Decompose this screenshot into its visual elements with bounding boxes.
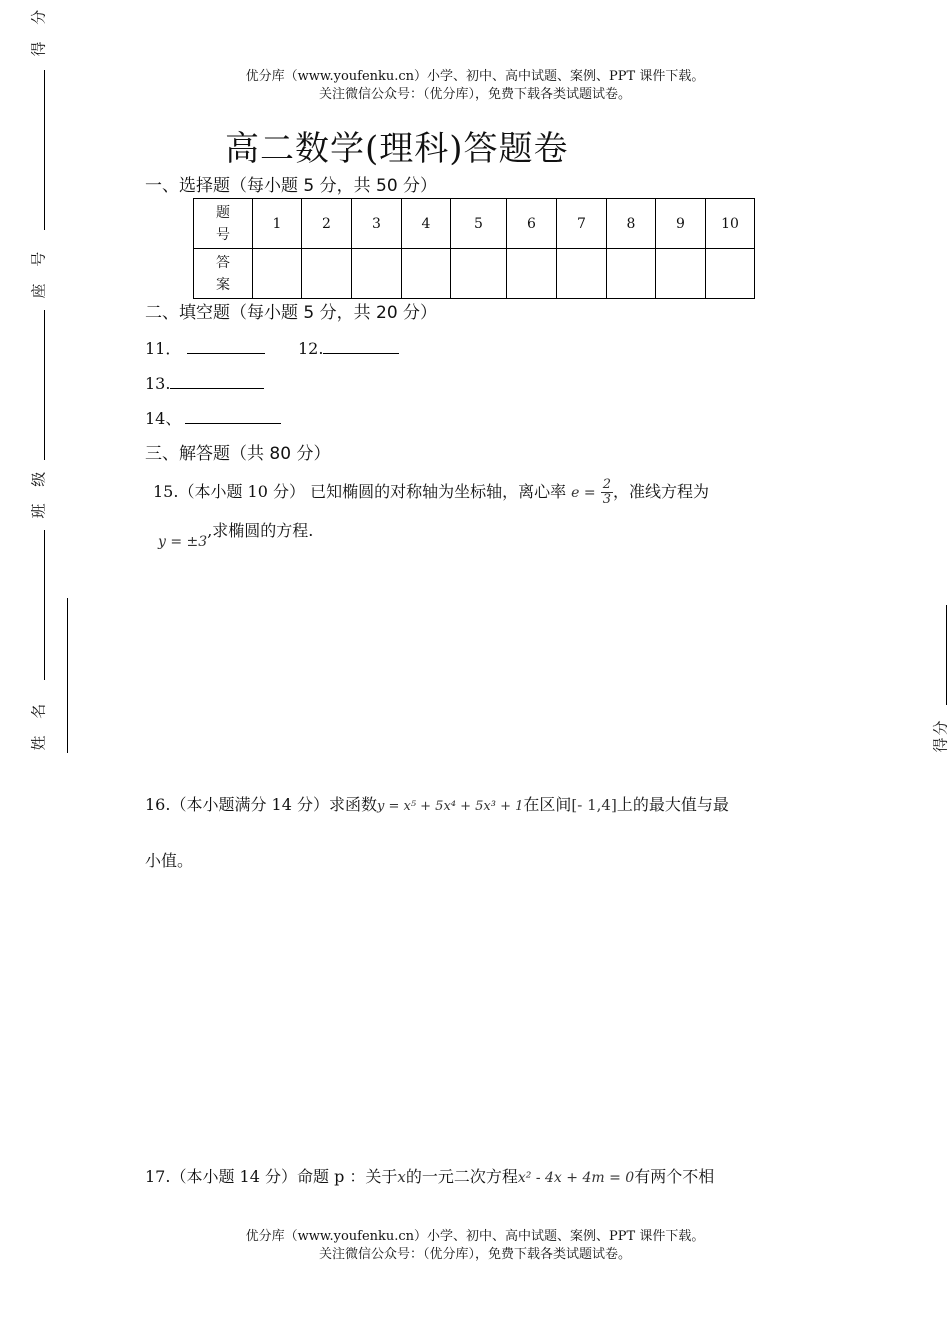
- row-label: [194, 199, 253, 249]
- q16-prefix: 16.（本小题满分 14 分）求函数: [145, 795, 377, 814]
- q15-e-label: e =: [571, 485, 596, 501]
- question-number: 7: [557, 199, 607, 249]
- section1-heading: 一、选择题（每小题 5 分，共 50 分）: [145, 176, 438, 196]
- margin-line: [44, 70, 45, 230]
- question-15-line2: [158, 520, 314, 550]
- q16-interval: [- 1,4]: [571, 796, 617, 814]
- margin-score-label: 得 分: [29, 3, 48, 57]
- section2-heading: 二、填空题（每小题 5 分，共 20 分）: [145, 303, 438, 323]
- answer-cell[interactable]: [557, 249, 607, 299]
- margin-right-line: [946, 605, 947, 705]
- q16-mid: 在区间: [523, 795, 572, 814]
- row-label: [194, 249, 253, 299]
- question-16-line2: 小值。: [145, 851, 194, 870]
- q11-label: 11．: [145, 339, 182, 358]
- margin-line: [67, 598, 68, 753]
- q15-suffix: ,求椭圆的方程.: [207, 521, 314, 540]
- margin-line: [44, 530, 45, 680]
- question-15-line1: [153, 478, 813, 507]
- label-char: 题: [216, 204, 230, 221]
- margin-class-label: 班 级: [29, 465, 48, 519]
- q15-middle: ，准线方程为: [613, 482, 710, 501]
- q16-func: y = x⁵ + 5x⁴ + 5x³ + 1: [376, 799, 524, 814]
- answer-cell[interactable]: [302, 249, 352, 299]
- margin-name-label: 姓 名: [29, 697, 48, 751]
- answer-cell[interactable]: [656, 249, 706, 299]
- q15-prefix: 15.（本小题 10 分） 已知椭圆的对称轴为坐标轴，离心率: [153, 482, 567, 501]
- question-number: 10: [706, 199, 755, 249]
- label-char: 案: [216, 276, 230, 293]
- fill-q14: [145, 408, 281, 430]
- q17-mid: 的一元二次方程: [405, 1167, 518, 1186]
- question-number: 1: [253, 199, 302, 249]
- margin-right-score-label: 得分: [931, 718, 950, 753]
- answer-cell[interactable]: [402, 249, 451, 299]
- q12-label: 12.: [298, 339, 324, 358]
- header-line-1: 优分库（www.youfenku.cn）小学、初中、高中试题、案例、PPT 课件下载。: [245, 69, 705, 84]
- q17-eq: x² - 4x + 4m = 0: [517, 1170, 635, 1186]
- question-number: 8: [607, 199, 656, 249]
- footer-line-1: 优分库（www.youfenku.cn）小学、初中、高中试题、案例、PPT 课件下载。: [245, 1229, 705, 1244]
- answer-cell[interactable]: [706, 249, 755, 299]
- q15-e-den: 3: [602, 492, 612, 507]
- q17-prefix: 17.（本小题 14 分）命题 p ：关于: [145, 1167, 398, 1186]
- answer-cell[interactable]: [507, 249, 557, 299]
- section3-heading: 三、解答题（共 80 分）: [145, 444, 331, 464]
- q12-blank[interactable]: [323, 353, 399, 354]
- q14-label: 14、: [145, 409, 182, 428]
- answer-cell[interactable]: [253, 249, 302, 299]
- question-number: 4: [402, 199, 451, 249]
- label-char: 号: [216, 226, 230, 243]
- question-number: 6: [507, 199, 557, 249]
- q15-e-num: 2: [602, 477, 612, 492]
- q16-suffix: 上的最大值与最: [616, 795, 729, 814]
- margin-seat-label: 座 号: [29, 245, 48, 299]
- page-title: 高二数学(理科)答题卷: [225, 129, 569, 169]
- answer-cell[interactable]: [451, 249, 507, 299]
- question-16-line1: [145, 794, 825, 818]
- question-number: 3: [352, 199, 402, 249]
- q13-label: 13.: [145, 374, 171, 393]
- q17-suffix: 有两个不相: [634, 1167, 715, 1186]
- question-number: 2: [302, 199, 352, 249]
- question-17-line1: [145, 1166, 825, 1189]
- table-row-answers: [194, 249, 755, 299]
- label-char: 答: [216, 254, 230, 271]
- question-number: 5: [451, 199, 507, 249]
- margin-line: [44, 310, 45, 460]
- q11-blank[interactable]: [187, 353, 265, 354]
- fill-q12: [298, 338, 399, 360]
- answer-cell[interactable]: [352, 249, 402, 299]
- answer-cell[interactable]: [607, 249, 656, 299]
- table-row-numbers: [194, 199, 755, 249]
- q17-var: x: [397, 1168, 406, 1186]
- fill-q13: [145, 373, 264, 395]
- answer-table: [193, 198, 755, 299]
- q15-eq: y = ±3: [158, 534, 208, 550]
- q15-fraction: [601, 478, 613, 507]
- fill-q11: [145, 338, 265, 360]
- q13-blank[interactable]: [170, 388, 264, 389]
- footer-line-2: 关注微信公众号：（优分库），免费下载各类试题试卷。: [318, 1247, 631, 1262]
- header-line-2: 关注微信公众号：（优分库），免费下载各类试题试卷。: [318, 87, 631, 102]
- q14-blank[interactable]: [185, 423, 281, 424]
- question-number: 9: [656, 199, 706, 249]
